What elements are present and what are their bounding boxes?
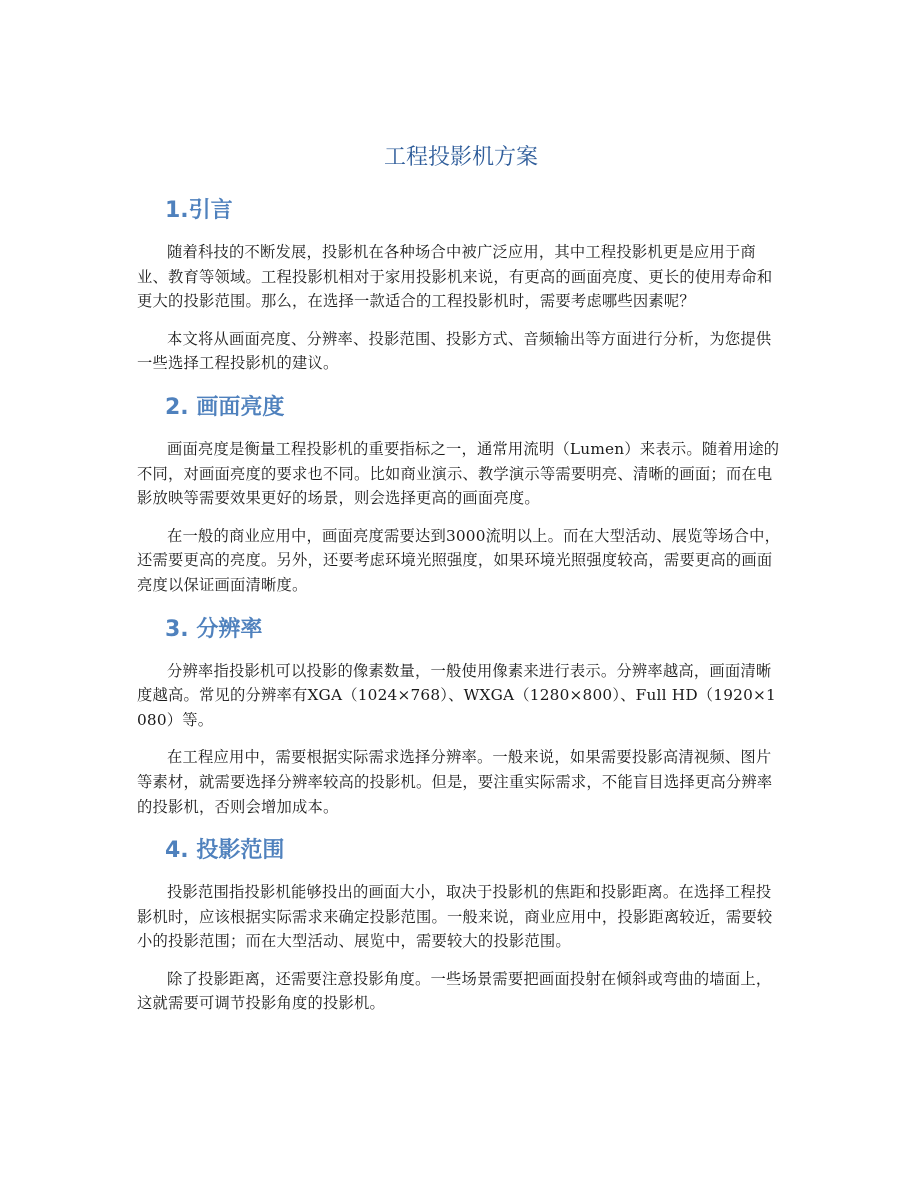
section-heading: 2. 画面亮度 [165,394,285,420]
section-heading: 4. 投影范围 [165,838,285,864]
section-heading: 3. 分辨率 [165,616,263,642]
section-introduction [137,192,785,376]
paragraph: 在一般的商业应用中，画面亮度需要达到3000流明以上。而在大型活动、展览等场合中，还需要更高的亮度。另外，还要考虑环境光照强度，如果环境光照强度较高，需要更高的画面亮度以保证画面清晰度。 [137,526,781,594]
paragraph: 画面亮度是衡量工程投影机的重要指标之一，通常用流明（Lumen）来表示。随着用途的不同，对画面亮度的要求也不同。比如商业演示、教学演示等需要明亮、清晰的画面；而在电影放映等需要效果更好的场景，则会选择更高的画面亮度。 [137,439,780,508]
section-projection-range [137,832,785,1016]
section-heading: 1.引言 [165,198,233,223]
document-title: 工程投影机方案 [383,145,538,170]
section-brightness [137,389,785,598]
paragraph: 随着科技的不断发展，投影机在各种场合中被广泛应用，其中工程投影机更是应用于商业、教育等领域。工程投影机相对于家用投影机来说，有更高的画面亮度、更长的使用寿命和更大的投影范围。那么，在选择一款适合的工程投影机时，需要考虑哪些因素呢？ [137,243,773,311]
paragraph: 分辨率指投影机可以投影的像素数量，一般使用像素来进行表示。分辨率越高，画面清晰度越高。常见的分辨率有XGA（1024×768）、WXGA（1280×800）、Full HD（1920×1080）等。 [137,661,776,729]
paragraph: 本文将从画面亮度、分辨率、投影范围、投影方式、音频输出等方面进行分析，为您提供一些选择工程投影机的建议。 [137,329,772,373]
document-body [137,140,785,1029]
paragraph: 投影范围指投影机能够投出的画面大小，取决于投影机的焦距和投影距离。在选择工程投影机时，应该根据实际需求来确定投影范围。一般来说，商业应用中，投影距离较近，需要较小的投影范围；而在大型活动、展览中，需要较大的投影范围。 [137,883,773,951]
paragraph: 除了投影距离，还需要注意投影角度。一些场景需要把画面投射在倾斜或弯曲的墙面上，这就需要可调节投影角度的投影机。 [137,969,772,1013]
paragraph: 在工程应用中，需要根据实际需求选择分辨率。一般来说，如果需要投影高清视频、图片等素材，就需要选择分辨率较高的投影机。但是，要注重实际需求，不能盲目选择更高分辨率的投影机，否则会增加成本。 [137,748,773,816]
section-resolution [137,611,785,820]
